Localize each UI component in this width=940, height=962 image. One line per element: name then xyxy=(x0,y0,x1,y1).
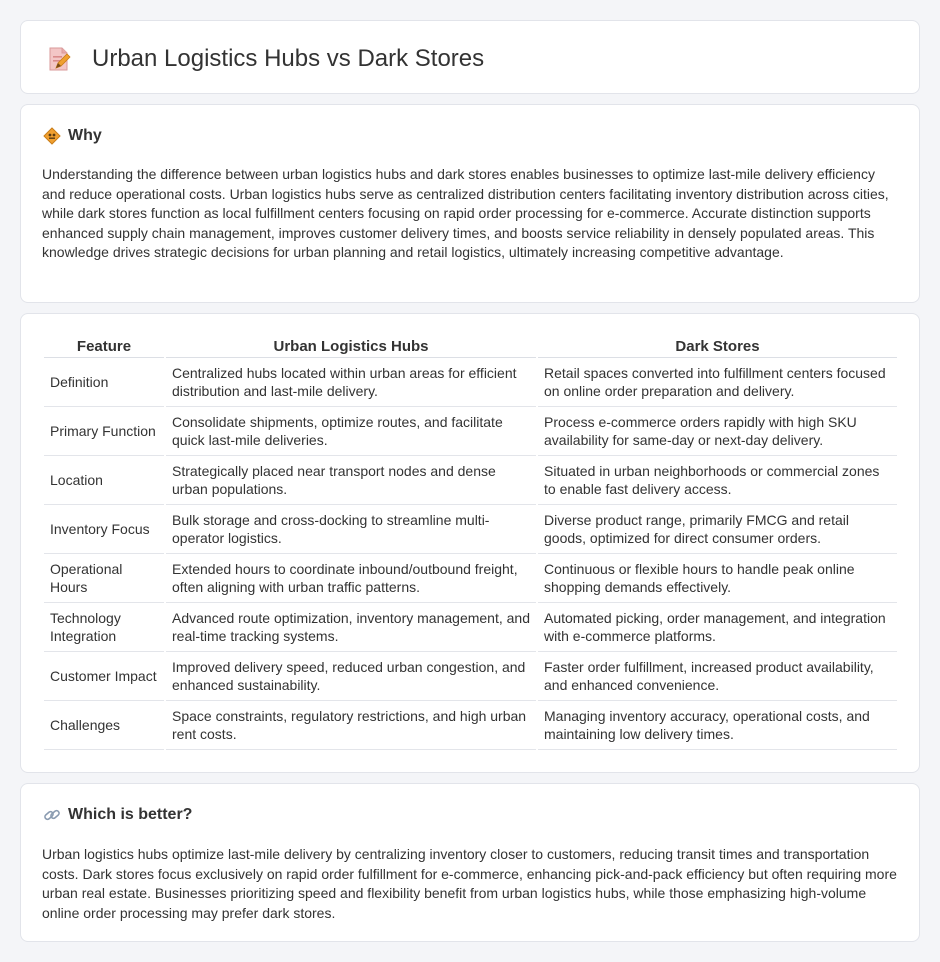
page-title: Urban Logistics Hubs vs Dark Stores xyxy=(92,45,485,72)
which-is-better-card xyxy=(20,783,920,942)
dark-store-cell: Diverse product range, primarily FMCG and retail goods, optimized for direct consumer orders. xyxy=(538,505,897,554)
dark-store-cell: Retail spaces converted into fulfillment centers focused on online order preparation and delivery. xyxy=(538,358,897,407)
which-is-better-text: Urban logistics hubs optimize last-mile delivery by centralizing inventory closer to customers, reducing transit times and transportation costs. Dark stores focus exclusively on rapid order fulfillment for e-commerce, enhancing pick-and-pack efficiency but often requiring more urban real estate. Businesses prioritizing speed and flexibility benefit from urban logistics hubs, while those emphasizing high-volume online order processing may prefer dark stores. xyxy=(42,846,897,921)
hub-cell: Bulk storage and cross-docking to streamline multi-operator logistics. xyxy=(166,505,536,554)
dark-store-cell: Situated in urban neighborhoods or commercial zones to enable fast delivery access. xyxy=(538,456,897,505)
feature-cell: Challenges xyxy=(44,701,164,750)
feature-cell: Customer Impact xyxy=(44,652,164,701)
header-dark-stores: Dark Stores xyxy=(538,336,897,358)
header-urban-logistics-hubs: Urban Logistics Hubs xyxy=(166,336,536,358)
table-row xyxy=(44,358,897,407)
comparison-card xyxy=(20,313,920,773)
feature-cell: Technology Integration xyxy=(44,603,164,652)
hub-cell: Extended hours to coordinate inbound/outbound freight, often aligning with urban traffic patterns. xyxy=(166,554,536,603)
header-feature: Feature xyxy=(44,336,164,358)
table-row xyxy=(44,701,897,750)
feature-cell: Primary Function xyxy=(44,407,164,456)
feature-cell: Operational Hours xyxy=(44,554,164,603)
table-row xyxy=(44,554,897,603)
table-row xyxy=(44,407,897,456)
hub-cell: Space constraints, regulatory restrictions, and high urban rent costs. xyxy=(166,701,536,750)
table-row xyxy=(44,456,897,505)
table-row xyxy=(44,652,897,701)
why-heading xyxy=(43,127,102,145)
dark-store-cell: Continuous or flexible hours to handle peak online shopping demands effectively. xyxy=(538,554,897,603)
feature-cell: Location xyxy=(44,456,164,505)
hub-cell: Consolidate shipments, optimize routes, and facilitate quick last-mile deliveries. xyxy=(166,407,536,456)
hub-cell: Strategically placed near transport nodes and dense urban populations. xyxy=(166,456,536,505)
hub-cell: Improved delivery speed, reduced urban congestion, and enhanced sustainability. xyxy=(166,652,536,701)
why-text: Understanding the difference between urban logistics hubs and dark stores enables businesses to optimize last-mile delivery efficiency and reduce operational costs. Urban logistics hubs serve as centralized distribution centers facilitating inventory distribution across cities, while dark stores function as local fulfillment centers focusing on rapid order processing for e-commerce. Accurate distinction supports enhanced supply chain management, improves customer delivery times, and boosts service reliability in densely populated areas. This knowledge drives strategic decisions for urban planning and retail logistics, ultimately increasing competitive advantage. xyxy=(42,166,889,260)
dark-store-cell: Faster order fulfillment, increased product availability, and enhanced convenience. xyxy=(538,652,897,701)
diamond-sign-icon xyxy=(43,127,61,145)
table-row xyxy=(44,505,897,554)
comparison-table xyxy=(42,336,899,750)
header-row xyxy=(47,45,484,73)
feature-cell: Definition xyxy=(44,358,164,407)
which-is-better-title: Which is better? xyxy=(68,806,193,823)
header-card xyxy=(20,20,920,94)
why-title: Why xyxy=(68,127,102,144)
feature-cell: Inventory Focus xyxy=(44,505,164,554)
table-row xyxy=(44,603,897,652)
table-header-row xyxy=(44,336,897,358)
dark-store-cell: Process e-commerce orders rapidly with high SKU availability for same-day or next-day delivery. xyxy=(538,407,897,456)
document-pen-icon xyxy=(47,46,71,72)
dark-store-cell: Managing inventory accuracy, operational costs, and maintaining low delivery times. xyxy=(538,701,897,750)
dark-store-cell: Automated picking, order management, and integration with e-commerce platforms. xyxy=(538,603,897,652)
hub-cell: Centralized hubs located within urban areas for efficient distribution and last-mile delivery. xyxy=(166,358,536,407)
which-is-better-heading xyxy=(43,806,192,824)
why-card xyxy=(20,104,920,303)
hub-cell: Advanced route optimization, inventory management, and real-time tracking systems. xyxy=(166,603,536,652)
link-icon xyxy=(43,806,61,824)
